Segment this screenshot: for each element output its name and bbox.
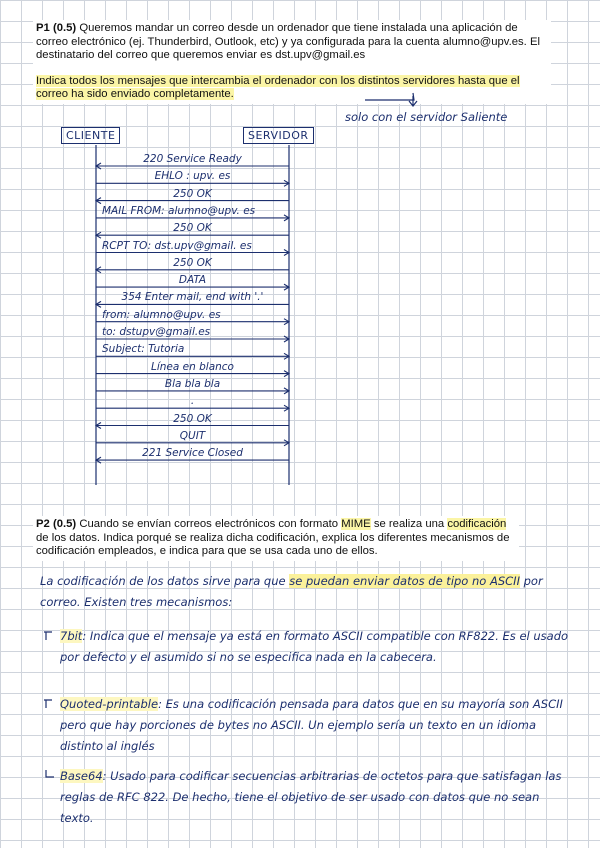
smtp-message: 250 OK: [173, 187, 212, 200]
smtp-message: 250 OK: [173, 256, 212, 269]
smtp-message: Bla bla bla: [164, 377, 221, 390]
smtp-message: from: alumno@upv. es: [102, 308, 221, 321]
p2-mime: MIME: [341, 518, 371, 530]
answer-intro-mark: se puedan enviar datos de tipo no ASCII: [289, 574, 520, 588]
client-label: CLIENTE: [61, 127, 120, 144]
smtp-message: .: [190, 395, 195, 408]
p2-codificacion: codificación: [447, 518, 507, 530]
p2-text-c: de los datos. Indica porqué se realiza dicha codificación, explica los diferentes mecanismos de codificación empleados, e indica para que se usa cada uno de ellos.: [36, 531, 510, 558]
bracket-base64: [46, 770, 54, 777]
p1-label: P1 (0.5): [36, 22, 77, 34]
p1-question-text: Indica todos los mensajes que intercambia el ordenador con los distintos servidores hasta que el correo ha sido enviado completamente.: [36, 74, 520, 101]
item-text-base64: : Usado para codificar secuencias arbitrarias de octetos para que satisfagan las reglas de RFC 822. De hecho, tiene el objetivo de ser usado con datos que no sean texto.: [60, 769, 562, 825]
answer-intro-b: por correo. Existen tres mecanismos:: [40, 574, 543, 609]
p2-text-a: Cuando se envían correos electrónicos con formato: [79, 518, 342, 530]
smtp-message: Subject: Tutoria: [102, 343, 185, 356]
item-text-quoted: : Es una codificación pensada para datos que en su mayoría son ASCII pero que hay porciones de bytes no ASCII. Un ejemplo sería un texto en un idioma distinto al inglés: [60, 697, 563, 753]
item-term-quoted: Quoted-printable: [60, 697, 159, 711]
p2-text-b: se realiza una: [370, 518, 448, 530]
smtp-message: 250 OK: [173, 222, 212, 235]
server-label: SERVIDOR: [243, 127, 314, 144]
item-text-7bit: : Indica que el mensaje ya está en formato ASCII compatible con RF822. Es el usado por defecto y el asumido si no se especifica nada en la cabecera.: [60, 629, 569, 664]
smtp-message: 220 Service Ready: [143, 153, 242, 165]
smtp-message: 354 Enter mail, end with '.': [121, 291, 264, 304]
item-term-base64: Base64: [60, 769, 103, 783]
p1-text: Queremos mandar un correo desde un ordenador que tiene instalada una aplicación de correo electrónico (ej. Thunderbird, Outlook, etc) y ya configurada para la cuenta alumno@upv.es. El destinatario del correo que queremos enviar es dst.upv@gmail.es: [36, 22, 540, 62]
smtp-message: QUIT: [179, 429, 206, 442]
annotation-note: solo con el servidor Saliente: [345, 110, 508, 124]
bracket-quoted: [44, 700, 52, 708]
smtp-message: EHLO : upv. es: [154, 170, 231, 183]
smtp-message: 221 Service Closed: [142, 447, 243, 460]
item-term-7bit: 7bit: [60, 629, 83, 643]
smtp-message: Línea en blanco: [151, 360, 234, 373]
smtp-message: to: dstupv@gmail.es: [102, 326, 211, 338]
smtp-message: 250 OK: [173, 412, 212, 425]
smtp-message: DATA: [178, 274, 207, 287]
bracket-7bit: [44, 632, 52, 640]
p2-label: P2 (0.5): [36, 518, 77, 530]
answer-intro-a: La codificación de los datos sirve para que: [40, 574, 290, 588]
smtp-message: RCPT TO: dst.upv@gmail. es: [102, 239, 252, 252]
smtp-message: MAIL FROM: alumno@upv. es: [102, 204, 256, 217]
